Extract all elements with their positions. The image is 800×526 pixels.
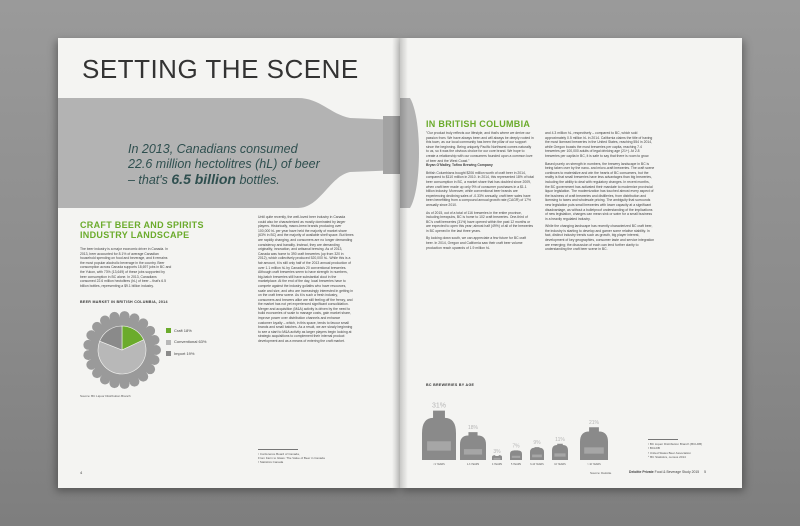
growler-label-band <box>512 456 520 458</box>
pie-chart-bottle-cap <box>82 310 162 390</box>
growler-bar-5 <box>552 444 568 460</box>
section-heading-bc: IN BRITISH COLUMBIA <box>426 119 531 129</box>
footer-brand: Deloitte Private Food & Beverage Study 2015 5 <box>629 470 706 474</box>
growler-bar-3 <box>510 450 522 460</box>
bar-category-label: 5 YEARS <box>510 463 522 466</box>
page-title: SETTING THE SCENE <box>82 54 359 84</box>
pie-chart-title: BEER MARKET IN BRITISH COLUMBIA, 2014 <box>80 300 168 304</box>
growler-bar-4 <box>530 447 544 460</box>
bar-value-label: 31% <box>431 402 447 410</box>
future-paragraph: By looking down south, we can appreciate a few future for BC craft beer. In 2014, Oregon and California saw their craft beer volume production reach upwards of 1.9 million hL <box>426 236 527 250</box>
bar-value-label: 11% <box>555 436 565 443</box>
brewery-count-paragraph: As of 2015, out of a total of 116 breweries in the entire province, including brewpubs, BC is home to 102 craft breweries. One-third of BC's craft breweries (31%) have opened within the past 12 months or are expected to open this year; almost half (49%) of all of the breweries in BC opened in the last three years. <box>426 210 534 233</box>
legend-label: Conventional 63% <box>174 339 207 345</box>
bar-category-label: > 10 YEARS <box>587 463 601 466</box>
bar-value-label: 9% <box>533 440 541 447</box>
page-number-left: 4 <box>80 470 83 475</box>
headline-emphasis: 6.5 billion <box>171 171 236 187</box>
headline-line-3: – that's 6.5 billion bottles. <box>128 171 280 187</box>
bar-chart-source: Source: Deloitte <box>590 471 612 475</box>
growler-label-band <box>584 447 604 453</box>
pie-legend-item <box>166 328 236 333</box>
right-column-1 <box>426 131 534 250</box>
legend-swatch <box>166 328 171 333</box>
bar-category-label: <1 YEARS <box>433 463 445 466</box>
growler-bar-6 <box>580 427 608 460</box>
legislation-paragraph: Based purely on strength in numbers, the brewery landscape in BC is being taken over by the nano- and micro-craft breweries. The craft scene continues to materialize and win the hearts of BC consumers, but the reality is that small breweries have less advantages than big breweries, including the ability to deal with regulatory changes. In recent months, the BC government has activated their mandate to modernize provincial liquor legislation. The modernization has touched almost every aspect of the business of craft breweries and distilleries, from distribution and licensing to taxes and wholesale pricing. The ambiguity that surrounds new legislation puts small breweries with lower capacity at a significant disadvantage, as without a bulletproof understanding of the implications of new legislation, changes can mean sink or swim for a small business in a heavily regulated industry. <box>545 161 655 221</box>
pie-legend-item <box>166 351 236 356</box>
footnotes: ¹ Conference Board of Canada, From Farm to Glass: The Value of Beer in Canada ² Statistics Canada <box>258 452 325 464</box>
pie-chart-source: Source: BC Liquor Distribution Branch <box>80 394 131 398</box>
bar-category-label: 6-10 YEARS <box>530 463 544 466</box>
bar-value-label: 3% <box>493 449 501 455</box>
bar-value-label: 7% <box>512 443 520 450</box>
trends-paragraph: While the changing landscape has recently characterized BC craft beer, the industry is starting to develop and garner some relative stability. In fact, distinct industry trends such as growth, big player interest, development of key geographies, consumer taste and service integration are emerging; the discussion of each can lend further clarity to understanding the craft beer scene in BC. <box>545 224 655 252</box>
pie-legend <box>166 328 236 362</box>
growler-bar-0 <box>422 411 456 460</box>
source-notes: ¹ BC Liquor Distribution Branch (BCLDB) ² BCLDB ³ United States Beer Association ⁴ BC Statistics, census 2014 <box>648 442 703 459</box>
legend-label: Craft 18% <box>174 328 192 333</box>
bar-category-label: 1-3 YEARS <box>466 463 480 466</box>
bar-value-label: 21% <box>588 420 600 427</box>
pie-slices <box>98 326 146 374</box>
bar-value-label: 18% <box>467 425 479 432</box>
column-2-text: Until quite recently, the well-loved beer industry in Canada could also be characterized as mostly dominated by larger players. Historically, macro-brew brands producing over 100,000 hL per year have held the majority of market share (63% in BC) and the majority of available shelf space. But times are rapidly changing, and consumers are no longer demanding consistency and banality. Instead, they are demanding originality, innovation, and artisanal brewing. As of 2013, Canada was home to 390 craft breweries (up from 320 in 2012), which collectively produced 520,000 hL. While this is a fair amount, it is still only half of the 2013 annual production of over 1.1 million hL by Canada's 20 conventional breweries. Although craft breweries seem to have strength in numbers, big-batch breweries still have substantial clout in the marketplace. At the end of the day, local breweries have to compete against the industry goliaths who have resources, scale and size, and who are increasingly interested in getting in on the craft brew scene. As it is such a fresh industry, consumers and brewers alike are still feeling off the frenzy, and the market has not yet experienced significant consolidation. Merger and acquisition (M&A) activity is driven by the need to build economies of scale to manage costs, gain market share, improve power over distribution channels and enhance customer loyalty – which, in this space, tends to favour small brands and small batches. As a result, we are slowly beginning to see a start to M&A activity as larger players begin looking at strategic acquisitions to complement their internal product development and as a means of entering the craft market. <box>258 215 354 344</box>
headline-line-1: In 2013, Canadians consumed <box>128 142 298 156</box>
right-page <box>400 38 742 488</box>
bar-chart-title: BC BREWERIES BY AGE <box>426 383 475 387</box>
bar-category-label: 10 YEARS <box>554 463 566 466</box>
left-page <box>58 38 400 488</box>
comparison-paragraph: and 4.3 million hL, respectively – compared to BC, which sold approximately 0.5 million hL in 2014. California claims the title of having the most licensed breweries in the United States, reaching 554 in 2014, while Oregon boasts the most breweries per capita, reaching 7.4 breweries per 100,000 adults of legal drinking age (21+). At 2.8 breweries per capita in BC, it is safe to say that there is room to grow. <box>545 131 653 158</box>
headline-callout <box>128 142 368 188</box>
footnote-divider <box>258 449 298 450</box>
growler-label-band <box>494 458 501 460</box>
bar-category-label: 4 YEARS <box>491 463 503 466</box>
growler-label-band <box>427 441 451 450</box>
growler-label-band <box>554 453 565 456</box>
growler-bar-1 <box>460 432 486 460</box>
quote-attribution: Bryan O'Malley, Tofino Brewing Company <box>426 163 493 168</box>
section-heading-craft-landscape: CRAFT BEER AND SPIRITS INDUSTRY LANDSCAPE <box>80 220 204 240</box>
growler-label-band <box>532 455 542 458</box>
pie-legend-item <box>166 339 236 344</box>
legend-label: Import 19% <box>174 350 195 356</box>
growler-label-band <box>464 449 482 454</box>
right-column-2 <box>545 131 655 252</box>
notes-divider <box>648 439 678 440</box>
book-gutter-shadow <box>392 38 408 488</box>
market-share-paragraph: British Columbians bought $206 million worth of craft beer in 2014, compared to $110 million in 2010. In 2014, this represented 18% of total beer consumption in BC, a market share that has doubled since 2009, when craft beer made up only 9% of consumer purchases in a $1.1 billion industry. Moreover, while conventional beer brands are experiencing declining sales of -0.33% annually, craft beer sales have been benefitting from a compound annual growth rate (CAGR) of 17% annually since 2010. <box>426 170 534 207</box>
legend-swatch <box>166 351 171 356</box>
quote-text: "Our product truly reflects our lifestyle, and that's where we derive our passion from. We have always been and will always be deeply rooted in this town, as our local community has been the pillar of our support since the beginning. Being uniquely Pacific Northwest comes naturally to us, so it was the obvious choice for our core brand. We hope to create a relationship with our consumers founded upon a common love of beer and the West Coast." <box>426 131 534 163</box>
headline-line-2: 22.6 million hectolitres (hL) of beer <box>128 157 320 171</box>
intro-paragraph: The beer industry is a major economic driver in Canada. In 2013, beer accounted for 8.1% of average Canadian household spending on food and beverage, and it remains the most popular alcoholic beverage in the country. Beer consumption across Canada supports 18,697 jobs in BC and the Yukon, with 73% (13,649) of these jobs supported by beer consumption in BC alone. In 2013, Canadians consumed 22.6 million hectolitres (hL) of beer – that's 6.5 billion bottles, representing a $9.1 billion industry. <box>80 247 172 288</box>
page-number-right: 5 <box>704 470 706 474</box>
legend-swatch <box>166 340 171 345</box>
growler-bar-chart <box>422 390 642 470</box>
